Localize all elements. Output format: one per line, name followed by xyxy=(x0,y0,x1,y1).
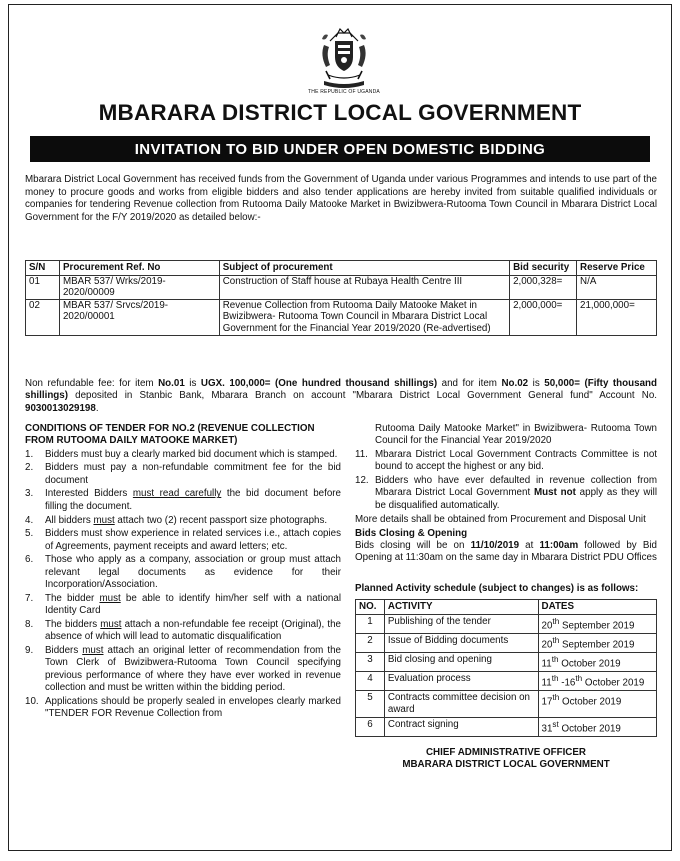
cell-reserve-price: N/A xyxy=(577,275,657,299)
closing-text xyxy=(355,540,657,565)
advert-page xyxy=(8,4,672,851)
cell-date xyxy=(538,652,656,671)
item-number: 9. xyxy=(25,645,34,657)
item-emphasis: must xyxy=(100,618,122,630)
item-text-part: apply as they will be disqualified automatically. xyxy=(375,487,657,511)
table-row xyxy=(356,717,657,736)
cell-date xyxy=(538,672,656,691)
list-item xyxy=(25,462,341,487)
cell-no: 2 xyxy=(356,633,385,652)
column-header: Bid security xyxy=(510,261,577,276)
item-number: 3. xyxy=(25,488,34,500)
list-item xyxy=(25,593,341,618)
fee-text: deposited in Stanbic Bank, Mbarara Branch on account "Mbarara District Local Government General fund" Account No. xyxy=(68,390,657,402)
date-rest: October 2019 xyxy=(558,658,621,670)
item-text-part: attach an original letter of recommendation from the Town Clerk of Bwizibwera-Rutooma Town Council specifying previous performance of where they have ever worked in revenue collection and must be written within the bidding period. xyxy=(45,645,341,693)
item-text-part: Bidders xyxy=(45,645,83,657)
cell-activity: Contract signing xyxy=(384,717,538,736)
date-rest: September 2019 xyxy=(559,620,635,632)
item-emphasis: Must not xyxy=(533,487,576,499)
fee-amount-1: UGX. 100,000= (One hundred thousand shillings) xyxy=(200,378,438,389)
cell-activity: Publishing of the tender xyxy=(384,614,538,633)
item-number: 6. xyxy=(25,554,34,566)
cell-bid-security: 2,000,000= xyxy=(510,299,577,335)
item-text xyxy=(45,593,341,618)
item-text-part: be able to identify him/her self with a national Identity Card xyxy=(45,592,341,617)
cell-activity: Evaluation process xyxy=(384,672,538,691)
item-number: 2. xyxy=(25,462,34,474)
intro-paragraph: Mbarara District Local Government has received funds from the Government of Uganda under various Programmes and intends to use part of the money to procure goods and works from eligible bidders and also tender applications are hereby invited from suitable qualified individuals or companies for tendering Revenue collection from Rutooma Daily Matooke Market in Bwizibwera-Rutooma Town Council in Mbarara District Local Government for the F/Y 2019/2020 as detailed below:- xyxy=(25,174,657,223)
cell-date xyxy=(538,614,656,633)
table-row xyxy=(356,633,657,652)
item-text: Mbarara District Local Government Contracts Committee is not bound to accept the highest or any bid. xyxy=(375,449,657,473)
fee-amount-2: 50,000= (Fifty thousand shillings) xyxy=(25,378,657,402)
table-row xyxy=(356,672,657,691)
cell-activity: Issue of Bidding documents xyxy=(384,633,538,652)
cell-subject: Revenue Collection from Rutooma Daily Matooke Maket in Bwizibwera- Rutooma Town Council in Mbarara District Local Government for the Financial Year 2019/2020 (Re-advertised) xyxy=(219,299,509,335)
item-number: 10. xyxy=(25,695,39,707)
item-text-part: The bidder xyxy=(45,592,100,604)
list-item xyxy=(25,619,341,644)
date-rest: September 2019 xyxy=(559,639,635,651)
cell-date xyxy=(538,633,656,652)
list-item xyxy=(25,515,341,527)
date-day: 11 xyxy=(541,658,552,670)
list-item xyxy=(25,488,341,513)
column-header: DATES xyxy=(538,600,656,615)
item-emphasis: must xyxy=(93,514,115,526)
cell-no: 3 xyxy=(356,652,385,671)
cell-sn: 02 xyxy=(26,299,60,335)
item-number: 1. xyxy=(25,448,34,460)
date-day: 11 xyxy=(541,677,552,689)
date-suffix: th xyxy=(552,693,560,703)
signatory-title: CHIEF ADMINISTRATIVE OFFICER xyxy=(425,746,586,758)
cell-activity: Contracts committee decision on award xyxy=(384,691,538,718)
date-suffix: th xyxy=(552,616,560,626)
item-text: Bidders must pay a non-refundable commitment fee for the bid document xyxy=(45,462,341,486)
item-text xyxy=(375,475,657,512)
date-rest: October 2019 xyxy=(559,696,622,708)
table-header-row xyxy=(26,261,657,276)
schedule-table xyxy=(355,599,657,737)
crest-caption: THE REPUBLIC OF UGANDA xyxy=(308,89,380,95)
cell-ref: MBAR 537/ Wrks/2019-2020/00009 xyxy=(59,275,219,299)
table-row xyxy=(26,275,657,299)
closing-text-part: Bids closing will be on xyxy=(355,540,471,552)
cell-no: 1 xyxy=(356,614,385,633)
item-text-part: attach a non-refundable fee receipt (Original), the absence of which will lead to automatic disqualification xyxy=(45,618,341,643)
list-item xyxy=(25,645,341,694)
item-emphasis: must xyxy=(82,645,104,657)
item-emphasis: must read carefully xyxy=(132,488,222,500)
column-header: S/N xyxy=(26,261,60,276)
item-number: 5. xyxy=(25,528,34,540)
date-day: 20 xyxy=(541,639,553,651)
account-number: 9030013029198 xyxy=(25,402,96,414)
cell-no: 4 xyxy=(356,672,385,691)
list-item xyxy=(355,475,657,512)
item-text xyxy=(45,488,341,513)
conditions-column xyxy=(25,423,341,722)
procurement-table xyxy=(25,260,657,336)
item-text xyxy=(45,645,341,694)
closing-text-part: followed by Bid Opening at 11:30am on the same day in Mbarara District PDU Offices xyxy=(355,540,657,564)
fee-text: is xyxy=(184,378,201,389)
item-number: 4. xyxy=(25,514,34,526)
fee-text: . xyxy=(95,402,99,414)
date-suffix: th xyxy=(551,674,559,684)
column-header: ACTIVITY xyxy=(384,600,538,615)
item-text: Bidders must show experience in related services i.e., attach copies of Agreements, payment receipts and award letters; etc. xyxy=(45,528,341,552)
fee-text: is xyxy=(528,378,545,389)
column-header: Subject of procurement xyxy=(219,261,509,276)
item-text: Applications should be properly sealed in envelopes clearly marked "TENDER FOR Revenue Collection from xyxy=(45,695,341,720)
table-row xyxy=(356,652,657,671)
schedule-heading: Planned Activity schedule (subject to changes) is as follows: xyxy=(355,582,639,594)
fee-text: Non refundable fee: for item xyxy=(25,378,159,389)
item-text: Those who apply as a company, association or group must attach relevant legal documents as evidence for their Incorporation/Association. xyxy=(45,554,341,591)
closing-time: 11:00am xyxy=(539,540,579,552)
list-item xyxy=(25,696,341,721)
cell-subject: Construction of Staff house at Rubaya Health Centre III xyxy=(219,275,509,299)
closing-date: 11/10/2019 xyxy=(470,540,520,552)
item-text: Bidders must buy a clearly marked bid document which is stamped. xyxy=(45,448,338,460)
table-row xyxy=(26,299,657,335)
list-item xyxy=(355,449,657,474)
cell-reserve-price: 21,000,000= xyxy=(577,299,657,335)
more-details-text: More details shall be obtained from Procurement and Disposal Unit xyxy=(355,513,646,525)
right-column xyxy=(355,423,657,771)
column-header: NO. xyxy=(356,600,385,615)
list-item xyxy=(25,449,341,461)
table-row xyxy=(356,691,657,718)
cell-date xyxy=(538,691,656,718)
item-text xyxy=(45,515,341,527)
list-item xyxy=(25,528,341,553)
item-10-continued: Rutooma Daily Matooke Market" in Bwizibwera- Rutooma Town Council for the Financial Year 2019/2020 xyxy=(375,423,657,447)
date-day: 17 xyxy=(541,696,553,708)
fee-item-1: No.01 xyxy=(158,378,185,389)
closing-text-part: at xyxy=(519,540,540,552)
date-day: 20 xyxy=(541,620,553,632)
item-text-part: Interested Bidders xyxy=(45,488,133,500)
date-suffix: th xyxy=(552,635,560,645)
item-number: 8. xyxy=(25,618,34,630)
date-rest: October 2019 xyxy=(582,677,645,689)
date-day: 31 xyxy=(541,722,553,734)
fee-item-2: No.02 xyxy=(501,378,529,389)
signature-block xyxy=(355,747,657,772)
title-banner: INVITATION TO BID UNDER OPEN DOMESTIC BIDDING xyxy=(30,136,650,162)
table-row xyxy=(356,614,657,633)
date-suffix: st xyxy=(552,719,559,729)
table-header-row xyxy=(356,600,657,615)
cell-no: 5 xyxy=(356,691,385,718)
cell-activity: Bid closing and opening xyxy=(384,652,538,671)
conditions-heading: CONDITIONS OF TENDER FOR NO.2 (REVENUE COLLECTION FROM RUTOOMA DAILY MATOOKE MARKET) xyxy=(25,423,315,447)
page-title: MBARARA DISTRICT LOCAL GOVERNMENT xyxy=(98,100,582,125)
item-number: 12. xyxy=(355,475,369,487)
item-number: 7. xyxy=(25,592,34,604)
date-suffix: th xyxy=(575,674,583,684)
coat-of-arms-icon xyxy=(316,27,372,89)
list-item xyxy=(25,554,341,591)
cell-no: 6 xyxy=(356,717,385,736)
item-number: 11. xyxy=(355,449,368,461)
item-text-part: All bidders xyxy=(45,514,94,526)
date-rest: -16 xyxy=(558,677,576,689)
cell-date xyxy=(538,717,656,736)
item-emphasis: must xyxy=(99,592,121,604)
fee-text: and for item xyxy=(437,378,502,389)
fee-paragraph xyxy=(25,378,657,415)
cell-sn: 01 xyxy=(26,275,60,299)
item-text-part: attach two (2) recent passport size photographs. xyxy=(114,514,328,526)
item-text-part: the bid document before filling the document. xyxy=(45,488,342,512)
column-header: Procurement Ref. No xyxy=(59,261,219,276)
column-header: Reserve Price xyxy=(577,261,657,276)
item-text-part: The bidders xyxy=(45,618,101,630)
item-text xyxy=(45,619,341,644)
cell-ref: MBAR 537/ Srvcs/2019-2020/00001 xyxy=(59,299,219,335)
signatory-office: MBARARA DISTRICT LOCAL GOVERNMENT xyxy=(402,759,610,771)
item-text-part: Bidders who have ever defaulted in revenue collection from Mbarara District Local Government xyxy=(375,475,657,499)
cell-bid-security: 2,000,328= xyxy=(510,275,577,299)
date-suffix: th xyxy=(551,654,559,664)
closing-heading: Bids Closing & Opening xyxy=(355,527,468,539)
date-rest: October 2019 xyxy=(558,722,621,734)
